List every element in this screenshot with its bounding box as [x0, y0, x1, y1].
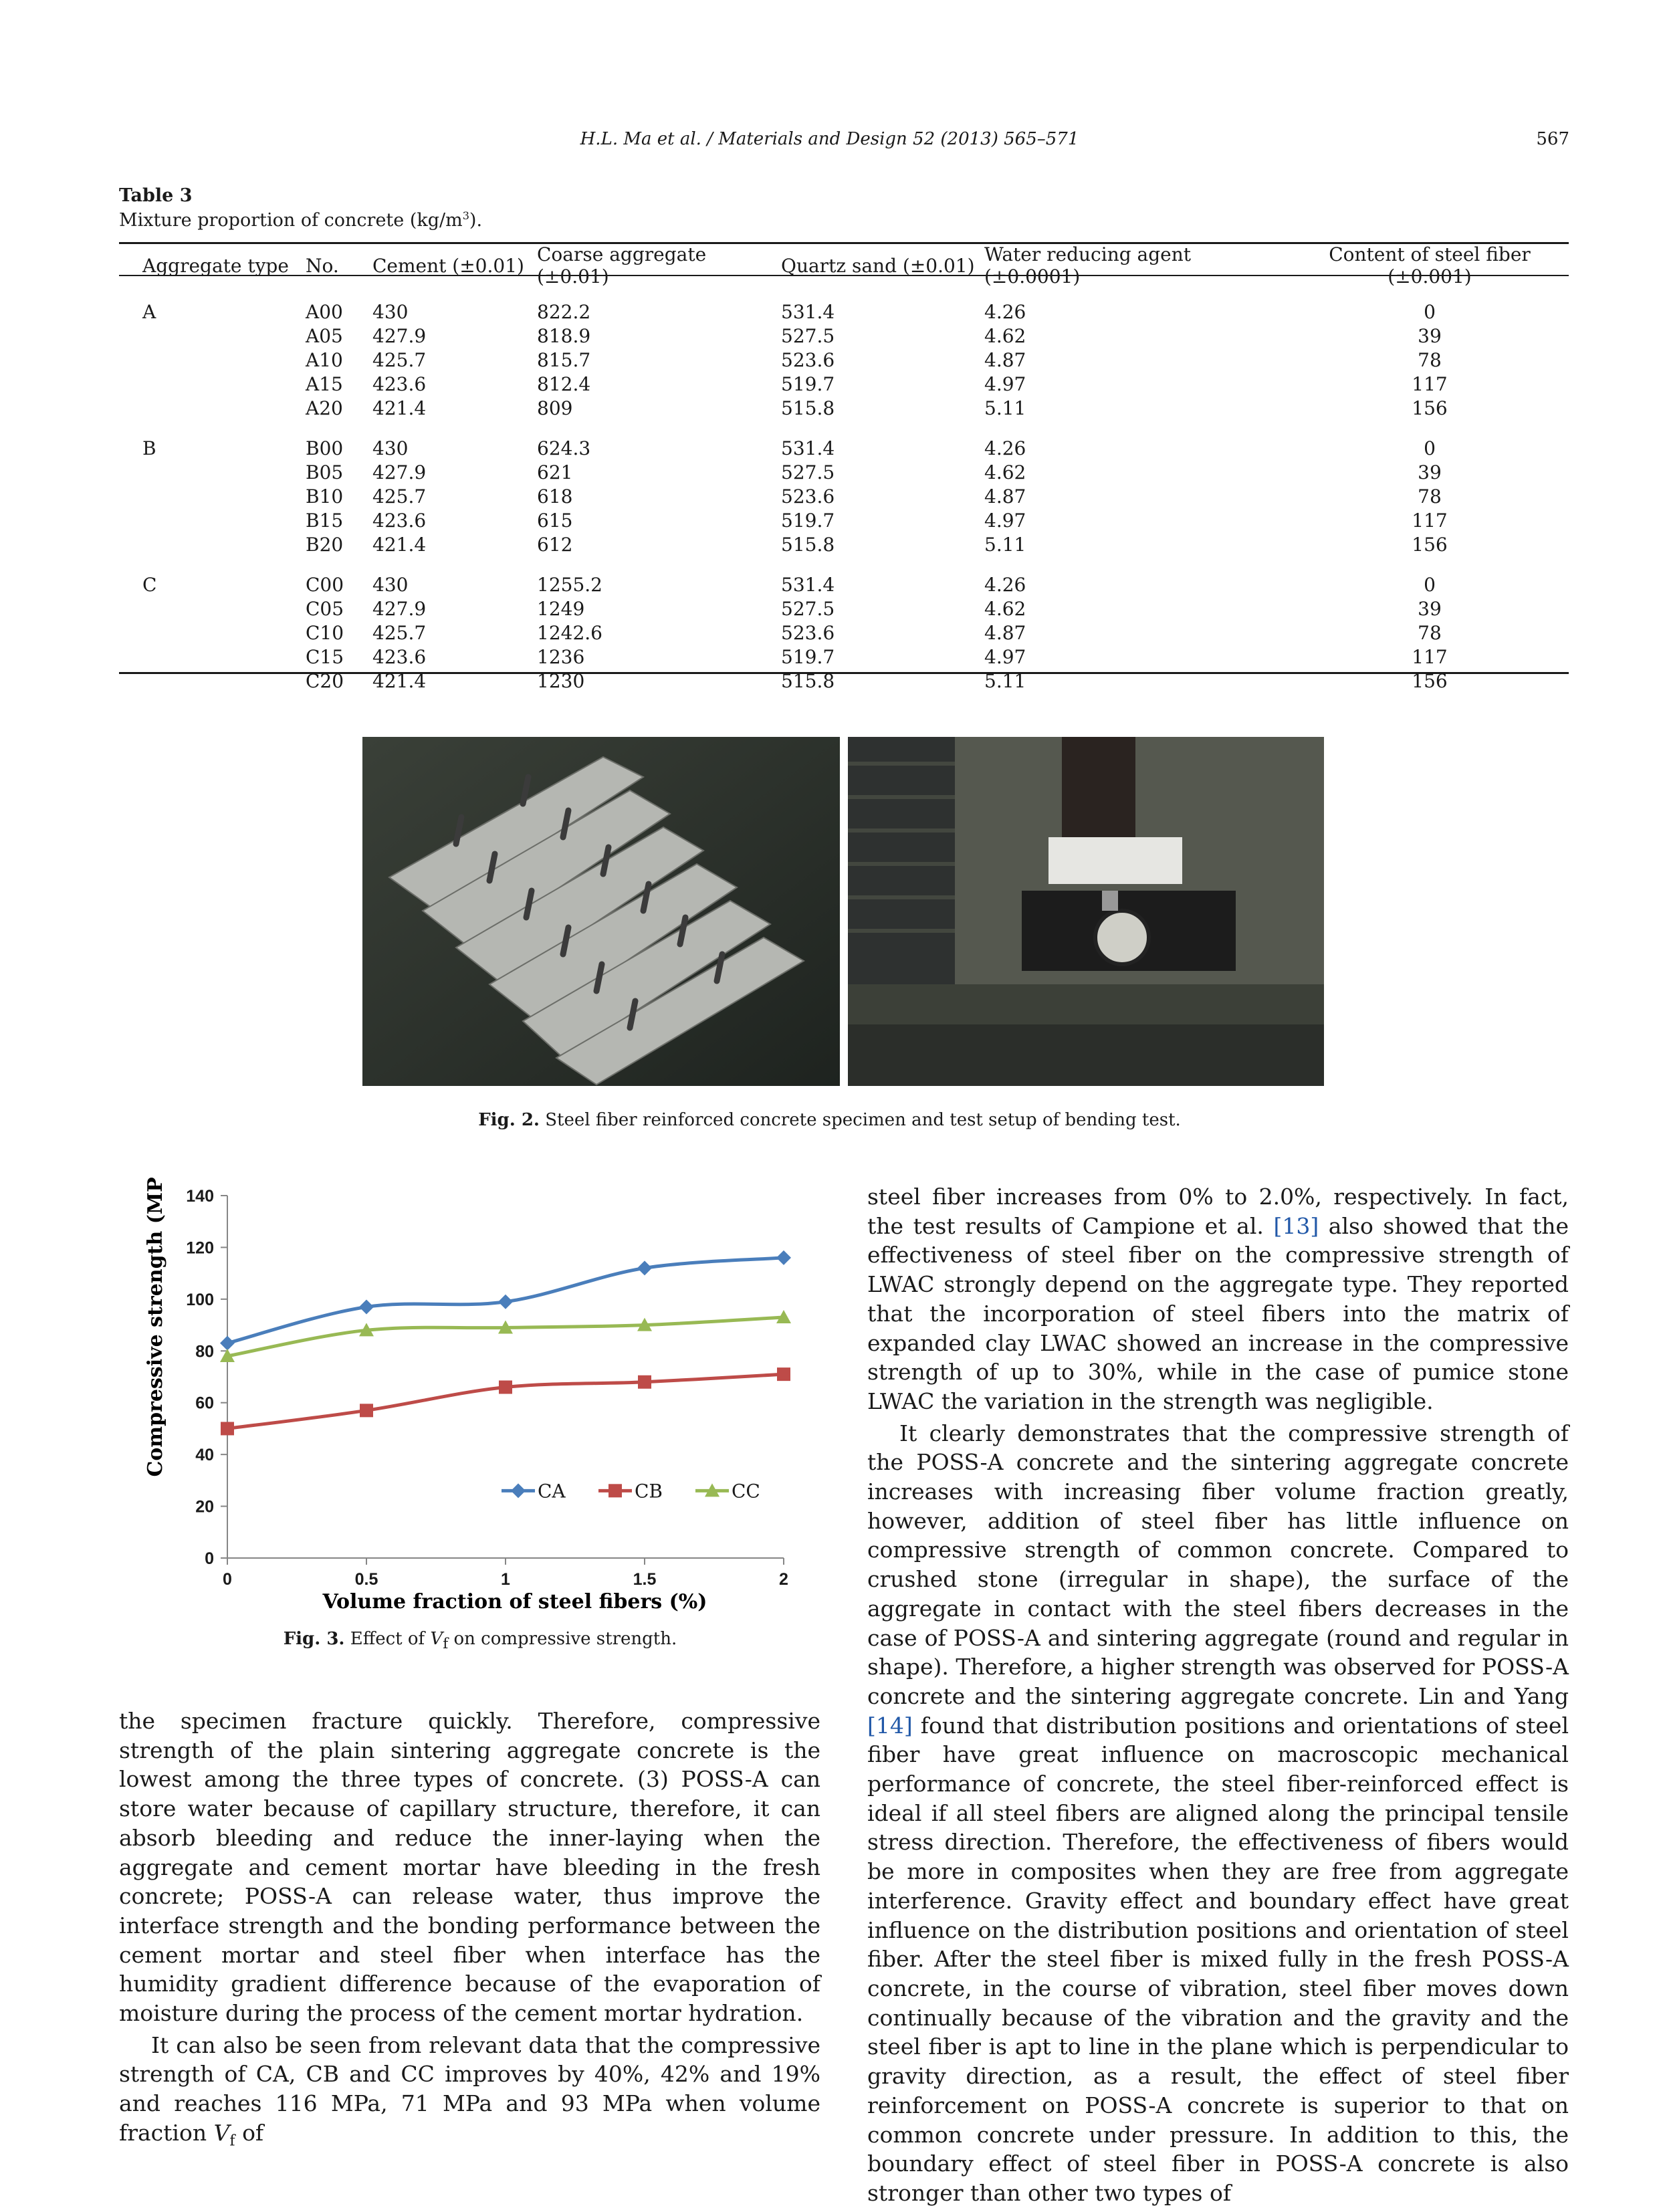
- table-cell: 519.7: [781, 646, 835, 668]
- table-row: [119, 485, 1569, 510]
- y-tick-label: 0: [205, 1549, 214, 1568]
- y-tick-label: 60: [195, 1394, 214, 1413]
- table-cell: [142, 622, 306, 646]
- table-spacer: [119, 485, 142, 510]
- table-cell: A20: [306, 397, 343, 419]
- x-tick-label: 0: [223, 1570, 232, 1589]
- table-cell: B10: [306, 485, 344, 508]
- data-point-ca: [637, 1260, 652, 1275]
- table-cell: 4.97: [984, 373, 1026, 395]
- table-cell: [142, 397, 306, 421]
- bending-test-photo: [848, 737, 1324, 1086]
- table-row: [119, 461, 1569, 485]
- legend: [502, 1480, 760, 1502]
- paragraph: It clearly demonstrates that the compressive strength of the POSS-A concrete and the sintering aggregate concrete increases with increasing fiber volume fraction greatly, however, addition of steel fiber has little influence on compressive strength of common concrete. Compared to crushed stone (irregular in shape), the surface of the aggregate in contact with the steel fibers decreases in the case of POSS-A and sintering aggregate (round and regular in shape). Therefore, a higher strength was observed for POSS-A concrete and the sintering aggregate concrete. Lin and Yang [14] found that distribution positions and orientations of steel fiber have great influence on macroscopic mechanical performance of concrete, the steel fiber-reinforced effect is ideal if all steel fibers are aligned along the principal tensile stress direction. Therefore, the effectiveness of fibers would be more in composites when they are free from aggregate interference. Gravity effect and boundary effect have great influence on the distribution positions and orientation of steel fiber. After the steel fiber is mixed fully in the fresh POSS-A concrete, in the course of vibration, steel fiber moves down continually because of the vibration and the gravity and the steel fiber is apt to line in the plane which is perpendicular to gravity direction, as a result, the effect of steel fiber reinforcement on POSS-A concrete is superior to that on common concrete under pressure. In addition to this, the boundary effect of steel fiber in POSS-A concrete is also stronger than other two types of: [867, 1420, 1569, 2206]
- table-row: [119, 397, 1569, 421]
- x-tick-label: 2: [779, 1570, 788, 1589]
- table-cell: 815.7: [537, 349, 591, 371]
- table-row: [119, 646, 1569, 670]
- table-cell: 515.8: [781, 397, 835, 419]
- table-cell: 523.6: [781, 622, 835, 644]
- table-row: [119, 288, 1569, 325]
- table-cell: C: [142, 574, 157, 596]
- data-point-ca: [776, 1250, 791, 1265]
- page-number: 567: [1536, 129, 1569, 149]
- table-cell: [142, 373, 306, 397]
- col-header: No.: [306, 254, 339, 277]
- table-cell: 117: [1412, 373, 1448, 395]
- table-cell: 4.62: [984, 325, 1026, 347]
- journal-header: H.L. Ma et al. / Materials and Design 52 (2013) 565–571: [580, 129, 1079, 149]
- table-spacer: [119, 598, 142, 622]
- table-cell: 427.9: [372, 461, 427, 483]
- y-tick-label: 80: [195, 1342, 214, 1361]
- table-cell: 0: [1424, 437, 1436, 459]
- table-cell: 4.26: [984, 574, 1026, 596]
- table-row: [119, 534, 1569, 558]
- table-row: [119, 421, 1569, 461]
- col-header: Cement (±0.01): [372, 254, 524, 277]
- data-point-cb: [777, 1367, 790, 1381]
- table-spacer: [119, 534, 142, 558]
- x-axis: [223, 1558, 788, 1589]
- table-row: [119, 622, 1569, 646]
- table-spacer: [119, 558, 142, 598]
- table-label: Table 3: [119, 185, 193, 206]
- table-cell: A05: [306, 325, 343, 347]
- table-cell: 621: [537, 461, 573, 483]
- y-tick-label: 100: [186, 1290, 214, 1309]
- table-cell: [142, 349, 306, 373]
- table-cell: 117: [1412, 646, 1448, 668]
- table-cell: 430: [372, 301, 409, 323]
- legend-label: CA: [538, 1480, 566, 1503]
- table-cell: 523.6: [781, 349, 835, 371]
- table-cell: 117: [1412, 510, 1448, 532]
- reference-link[interactable]: [14]: [867, 1712, 913, 1739]
- table-spacer: [119, 461, 142, 485]
- table-cell: 519.7: [781, 510, 835, 532]
- table-spacer: [119, 397, 142, 421]
- table-cell: 4.97: [984, 510, 1026, 532]
- table-cell: A10: [306, 349, 343, 371]
- data-point-ca: [220, 1336, 235, 1351]
- table-cell: 4.97: [984, 646, 1026, 668]
- table-spacer: [119, 510, 142, 534]
- table-cell: A: [142, 301, 156, 323]
- table-cell: 523.6: [781, 485, 835, 508]
- table-spacer: [119, 622, 142, 646]
- table-cell: 427.9: [372, 598, 427, 620]
- paragraph: steel fiber increases from 0% to 2.0%, respectively. In fact, the test results of Campione et al. [13] also showed that the effectiveness of steel fiber on the compressive strength of LWAC strongly depend on the aggregate type. They reported that the incorporation of steel fibers into the matrix of expanded clay LWAC showed an increase in the compressive strength of up to 30%, while in the case of pumice stone LWAC the variation in the strength was negligible.: [867, 1184, 1569, 1414]
- table-cell: 5.11: [984, 534, 1026, 556]
- chart-svg: [114, 1177, 847, 1618]
- table-cell: 78: [1418, 349, 1442, 371]
- table-cell: 612: [537, 534, 573, 556]
- table-cell: 5.11: [984, 670, 1026, 692]
- series-lines: [220, 1250, 791, 1436]
- data-point-ca: [359, 1299, 374, 1314]
- table-cell: 812.4: [537, 373, 591, 395]
- table-cell: 624.3: [537, 437, 591, 459]
- table-cell: C00: [306, 574, 344, 596]
- table-row: [119, 670, 1569, 694]
- table-row: [119, 373, 1569, 397]
- table-cell: B20: [306, 534, 344, 556]
- left-column-text: [119, 1706, 820, 2156]
- y-axis: [186, 1187, 227, 1568]
- table-cell: A15: [306, 373, 343, 395]
- table-spacer: [119, 421, 142, 461]
- table-cell: 427.9: [372, 325, 427, 347]
- table-cell: 527.5: [781, 598, 835, 620]
- table-cell: 430: [372, 437, 409, 459]
- table-cell: [142, 670, 306, 694]
- data-point-cb: [360, 1404, 373, 1417]
- table-cell: [142, 461, 306, 485]
- table-cell: 421.4: [372, 534, 427, 556]
- table-cell: 39: [1418, 598, 1442, 620]
- table-cell: [142, 534, 306, 558]
- table-cell: A00: [306, 301, 343, 323]
- table-cell: 0: [1424, 574, 1436, 596]
- table-cell: 156: [1412, 670, 1448, 692]
- table-cell: 1242.6: [537, 622, 602, 644]
- table-cell: 421.4: [372, 397, 427, 419]
- table-row: [119, 325, 1569, 349]
- paragraph: the specimen fracture quickly. Therefore, compressive strength of the plain sintering aggregate concrete is the lowest among the three types of concrete. (3) POSS-A can store water because of capillary structure, therefore, it can absorb bleeding and reduce the inner-laying when the aggregate and cement mortar have bleeding in the fresh concrete; POSS-A can release water, thus improve the interface strength and the bonding performance between the cement mortar and steel fiber when interface has the humidity gradient difference because of the evaporation of moisture during the process of the cement mortar hydration.: [119, 1708, 820, 2027]
- table-cell: [142, 325, 306, 349]
- table-cell: 4.26: [984, 437, 1026, 459]
- table-spacer: [119, 646, 142, 670]
- table-cell: 425.7: [372, 349, 427, 371]
- table-cell: 425.7: [372, 485, 427, 508]
- table-caption: Mixture proportion of concrete $(kg/m^3)$.: [119, 209, 483, 231]
- data-point-cb: [638, 1375, 651, 1389]
- table-cell: 156: [1412, 397, 1448, 419]
- table-cell: B00: [306, 437, 344, 459]
- table-spacer: [119, 349, 142, 373]
- table-cell: 5.11: [984, 397, 1026, 419]
- table-cell: 425.7: [372, 622, 427, 644]
- table-cell: C05: [306, 598, 344, 620]
- legend-marker-cb: [609, 1484, 622, 1497]
- table-cell: [142, 598, 306, 622]
- y-tick-label: 140: [186, 1187, 214, 1206]
- table-cell: 423.6: [372, 373, 427, 395]
- y-tick-label: 20: [195, 1497, 214, 1517]
- col-header: Quartz sand (±0.01): [781, 254, 975, 277]
- x-tick-label: 1.5: [633, 1570, 657, 1589]
- table-cell: 531.4: [781, 437, 835, 459]
- table-cell: 1249: [537, 598, 585, 620]
- table-cell: 809: [537, 397, 573, 419]
- table-row: [119, 349, 1569, 373]
- table-cell: 515.8: [781, 670, 835, 692]
- compressive-strength-chart: [114, 1177, 847, 1621]
- table-cell: 822.2: [537, 301, 591, 323]
- table-cell: 531.4: [781, 301, 835, 323]
- table-cell: 818.9: [537, 325, 591, 347]
- table-cell: 4.87: [984, 622, 1026, 644]
- specimen-photo: [362, 737, 840, 1086]
- table-cell: 531.4: [781, 574, 835, 596]
- x-tick-label: 0.5: [354, 1570, 378, 1589]
- table-cell: 618: [537, 485, 573, 508]
- table-cell: 527.5: [781, 461, 835, 483]
- table-cell: 421.4: [372, 670, 427, 692]
- table-cell: C10: [306, 622, 344, 644]
- col-header: Water reducing agent (±0.0001): [984, 243, 1192, 288]
- table-cell: 1230: [537, 670, 585, 692]
- table-spacer: [119, 373, 142, 397]
- legend-marker-ca: [511, 1483, 526, 1498]
- x-tick-label: 1: [501, 1570, 510, 1589]
- table-cell: 430: [372, 574, 409, 596]
- table-row: [119, 558, 1569, 598]
- table-cell: C20: [306, 670, 344, 692]
- table-cell: [142, 485, 306, 510]
- table-cell: 515.8: [781, 534, 835, 556]
- data-point-ca: [498, 1295, 513, 1309]
- data-point-cb: [221, 1422, 234, 1435]
- table-cell: 519.7: [781, 373, 835, 395]
- table-cell: 4.87: [984, 349, 1026, 371]
- table-cell: 39: [1418, 325, 1442, 347]
- data-point-cb: [499, 1380, 512, 1394]
- col-header: Content of steel fiber (±0.001): [1329, 243, 1531, 288]
- mixture-table: [119, 243, 1569, 694]
- paragraph: It can also be seen from relevant data that the compressive strength of CA, CB and CC improves by 40%, 42% and 19% and reaches 116 MPa, 71 MPa and 93 MPa when volume fraction $V_f$ of: [119, 2031, 820, 2150]
- reference-link[interactable]: [13]: [1273, 1212, 1319, 1239]
- table-cell: 615: [537, 510, 573, 532]
- table-spacer: [119, 325, 142, 349]
- table-cell: 1255.2: [537, 574, 602, 596]
- right-column-text: [867, 1182, 1569, 2208]
- table-row: [119, 510, 1569, 534]
- table-cell: 527.5: [781, 325, 835, 347]
- col-header: Aggregate type: [142, 254, 289, 277]
- table-cell: 78: [1418, 485, 1442, 508]
- table-row: [119, 598, 1569, 622]
- table-cell: [142, 646, 306, 670]
- legend-label: CC: [732, 1480, 760, 1503]
- table-cell: 4.62: [984, 598, 1026, 620]
- table-cell: C15: [306, 646, 344, 668]
- table-cell: B15: [306, 510, 344, 532]
- table-cell: B05: [306, 461, 344, 483]
- y-axis-label: Compressive strength (MPa): [144, 1177, 167, 1477]
- table-cell: B: [142, 437, 156, 459]
- table-cell: 423.6: [372, 510, 427, 532]
- table-cell: 0: [1424, 301, 1436, 323]
- table-spacer: [119, 670, 142, 694]
- y-tick-label: 120: [186, 1238, 214, 1258]
- table-header-row: [119, 243, 1569, 288]
- table-cell: 78: [1418, 622, 1442, 644]
- table-cell: 4.62: [984, 461, 1026, 483]
- table-spacer: [119, 288, 142, 325]
- table-cell: 4.87: [984, 485, 1026, 508]
- fig2-caption: Fig. 2. Steel fiber reinforced concrete specimen and test setup of bending test.: [478, 1110, 1181, 1130]
- table-cell: 1236: [537, 646, 585, 668]
- table-cell: 156: [1412, 534, 1448, 556]
- y-tick-label: 40: [195, 1446, 214, 1465]
- table-cell: 39: [1418, 461, 1442, 483]
- fig3-caption: Fig. 3. Effect of $V_f$ on compressive strength.: [283, 1629, 677, 1653]
- x-axis-label: Volume fraction of steel fibers (%): [322, 1590, 707, 1614]
- col-header: Coarse aggregate (±0.01): [537, 243, 707, 288]
- legend-label: CB: [635, 1480, 663, 1503]
- table-cell: 423.6: [372, 646, 427, 668]
- table-cell: 4.26: [984, 301, 1026, 323]
- table-cell: [142, 510, 306, 534]
